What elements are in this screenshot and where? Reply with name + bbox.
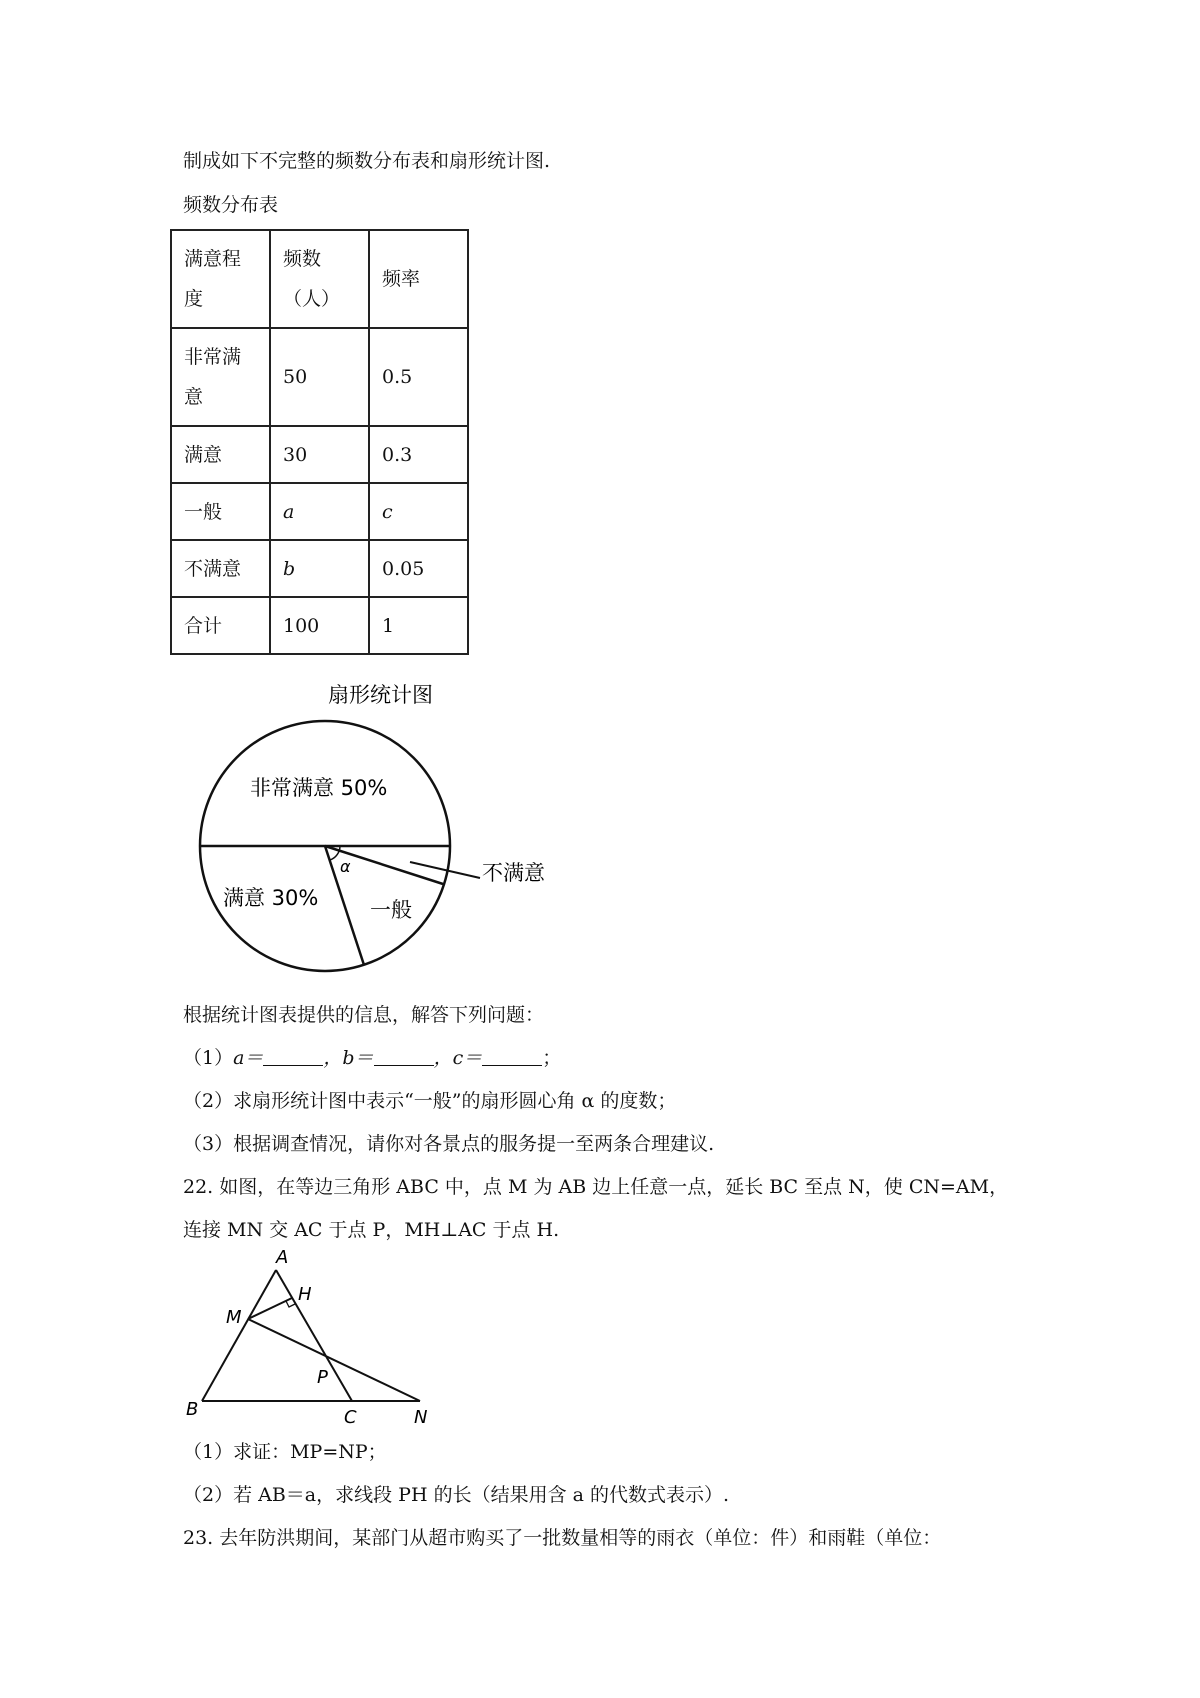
- slice-label-very-satisfied: 非常满意 50%: [250, 776, 388, 800]
- table-row: [171, 483, 468, 540]
- q21-part3: （3）根据调查情况，请你对各景点的服务提一至两条合理建议.: [183, 1133, 715, 1155]
- q22-line2: 连接 MN 交 AC 于点 P，MH⊥AC 于点 H.: [183, 1219, 560, 1241]
- segment-ba: [202, 1270, 276, 1401]
- table-cell: 非常满意: [171, 328, 270, 426]
- table-cell: 0.05: [369, 540, 468, 597]
- segment-ac: [276, 1270, 352, 1401]
- pie-title: 扇形统计图: [328, 683, 433, 707]
- label-n: N: [414, 1407, 428, 1425]
- table-cell: 1: [369, 597, 468, 654]
- q21-part2: （2）求扇形统计图中表示“一般”的扇形圆心角 α 的度数；: [183, 1090, 677, 1112]
- table-row: [171, 328, 468, 426]
- label-h: H: [298, 1284, 312, 1305]
- slice-label-general: 一般: [370, 898, 412, 922]
- triangle-figure: [180, 1245, 440, 1425]
- q21-lead: 根据统计图表提供的信息，解答下列问题：: [183, 1004, 545, 1026]
- table-cell: 满意: [171, 426, 270, 483]
- q22-line1: 22. 如图，在等边三角形 ABC 中，点 M 为 AB 边上任意一点，延长 BC 至点 N，使 CN=AM，: [183, 1176, 1009, 1198]
- q22-part2: （2）若 AB＝a，求线段 PH 的长（结果用含 a 的代数式表示）.: [183, 1484, 730, 1506]
- segment-mn: [248, 1319, 420, 1401]
- intro-text: 制成如下不完整的频数分布表和扇形统计图.: [183, 150, 551, 172]
- label-m: M: [226, 1307, 242, 1328]
- table-cell: 0.3: [369, 426, 468, 483]
- table-cell: a: [270, 483, 369, 540]
- table-row: [171, 540, 468, 597]
- label-b: B: [186, 1399, 199, 1420]
- header-cell: 频数（人）: [270, 230, 369, 328]
- q23-line1: 23. 去年防洪期间，某部门从超市购买了一批数量相等的雨衣（单位：件）和雨鞋（单位：: [183, 1527, 942, 1549]
- angle-label: α: [340, 857, 351, 876]
- table-row: [171, 597, 468, 654]
- table-cell: 一般: [171, 483, 270, 540]
- label-c: C: [344, 1407, 357, 1425]
- label-a: A: [276, 1247, 289, 1268]
- slice-label-unsatisfied: 不满意: [482, 861, 545, 885]
- frequency-table: [170, 229, 469, 655]
- table-cell: 合计: [171, 597, 270, 654]
- label-p: P: [317, 1367, 328, 1388]
- table-cell: b: [270, 540, 369, 597]
- table-cell: 50: [270, 328, 369, 426]
- q21-part1: （1）a＝ ，b＝ ，c＝ ；: [183, 1047, 562, 1069]
- pie-chart: [180, 672, 580, 992]
- table-row: [171, 426, 468, 483]
- table-title: 频数分布表: [183, 194, 279, 216]
- q22-part1: （1）求证：MP=NP；: [183, 1441, 387, 1463]
- table-cell: 0.5: [369, 328, 468, 426]
- slice-label-satisfied: 满意 30%: [223, 886, 319, 910]
- header-cell: 满意程度: [171, 230, 270, 328]
- header-cell: 频率: [369, 230, 468, 328]
- table-cell: 100: [270, 597, 369, 654]
- table-header-row: [171, 230, 468, 328]
- table-cell: 30: [270, 426, 369, 483]
- table-cell: 不满意: [171, 540, 270, 597]
- table-cell: c: [369, 483, 468, 540]
